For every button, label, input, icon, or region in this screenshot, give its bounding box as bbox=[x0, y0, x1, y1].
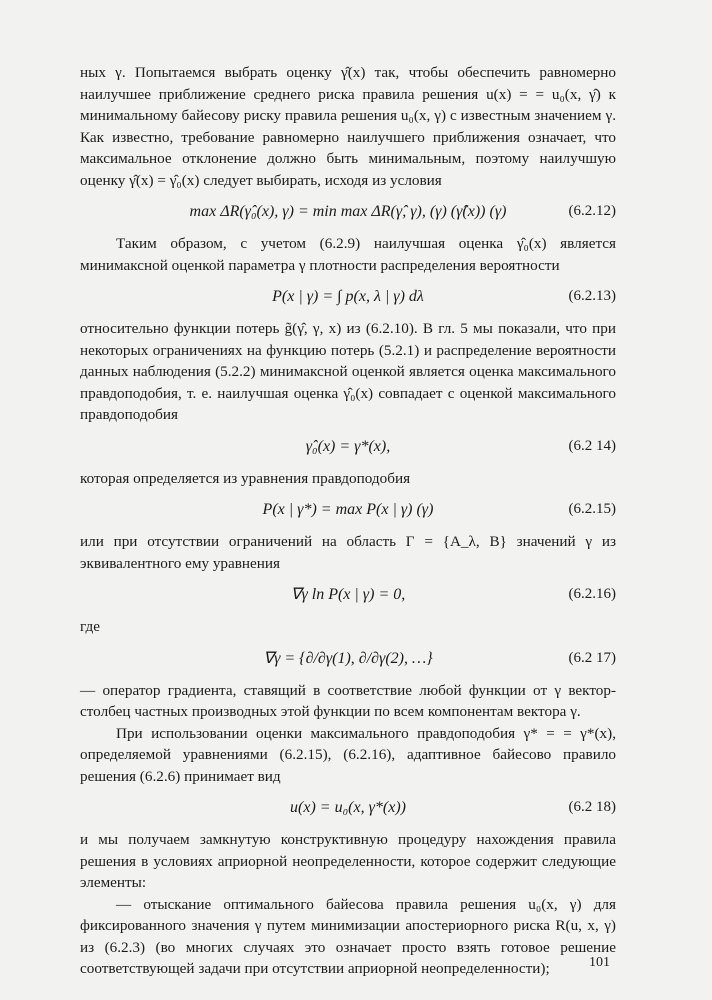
equation-formula: P(x | γ) = ∫ p(x, λ | γ) dλ bbox=[272, 288, 424, 305]
equation-formula: max ΔR(γ̂₀(x), γ) = min max ΔR(γ̂, γ), (γ) (γ̂(x)) (γ) bbox=[189, 203, 507, 220]
paragraph-6: где bbox=[80, 618, 100, 635]
equation-formula: P(x | γ*) = max P(x | γ) (γ) bbox=[262, 501, 434, 518]
equation-6-2-13 bbox=[80, 278, 616, 316]
paragraph-9: и мы получаем замкнутую конструктивную процедуру нахождения правила решения в условиях априорной неопределенности, которое содержит следующие элементы: bbox=[80, 831, 616, 891]
equation-6-2-16 bbox=[80, 576, 616, 614]
paragraph-1: ных γ. Попытаемся выбрать оценку γ̂(x) так, чтобы обеспечить равномерно наилучшее приближение среднего риска правила решения u(x) = = u₀(x, γ̂) к минимальному байесову риску правила решения u₀(x, γ) с известным значением γ. Как известно, требование равномерно наилучшего приближения означает, что максимальное отклонение должно быть минимальным, поэтому наилучшую оценку γ̂(x) = γ̂₀(x) следует выбирать, исходя из условия bbox=[80, 64, 616, 189]
equation-formula: γ̂₀(x) = γ*(x), bbox=[305, 437, 391, 455]
equation-number: (6.2.12) bbox=[568, 203, 616, 219]
equation-formula: ∇γ = {∂/∂γ(1), ∂/∂γ(2), …} bbox=[263, 649, 433, 667]
equation-6-2-18 bbox=[80, 789, 616, 827]
equation-formula: u(x) = u₀(x, γ*(x)) bbox=[290, 799, 406, 816]
equation-number: (6.2.13) bbox=[568, 288, 616, 304]
equation-formula: ∇γ ln P(x | γ) = 0, bbox=[290, 586, 406, 603]
equation-6-2-14 bbox=[80, 428, 616, 466]
paragraph-3: относительно функции потерь g̃(γ̂, γ, x) из (6.2.10). В гл. 5 мы показали, что при некоторых ограничениях на функцию потерь (5.2.1) и распределение вероятности данных наблюдения (5.2.2) минимаксной оценкой является оценка максимального правдоподобия, т. е. наилучшая оценка γ̂₀(x) совпадает с оценкой максимального правдоподобия bbox=[80, 320, 616, 423]
equation-number: (6.2 17) bbox=[568, 649, 616, 666]
page-body bbox=[80, 62, 616, 980]
equation-number: (6.2 18) bbox=[568, 799, 616, 815]
equation-number: (6.2.15) bbox=[568, 501, 616, 517]
equation-6-2-15 bbox=[80, 491, 616, 529]
paragraph-2: Таким образом, с учетом (6.2.9) наилучшая оценка γ̂₀(x) является минимаксной оценкой параметра γ плотности распределения вероятности bbox=[80, 235, 616, 274]
equation-number: (6.2 14) bbox=[568, 437, 616, 454]
paragraph-10: — отыскание оптимального байесова правила решения u₀(x, γ) для фиксированного значения γ путем минимизации апостериорного риска R(u, x, γ) из (6.2.3) (во многих случаях это означает просто взять готовое решение соответствующей задачи при отсутствии априорной неопределенности); bbox=[80, 895, 616, 977]
paragraph-4: которая определяется из уравнения правдоподобия bbox=[80, 469, 411, 487]
paragraph-8: При использовании оценки максимального правдоподобия γ* = = γ*(x), определяемой уравнениями (6.2.15), (6.2.16), адаптивное байесово правило решения (6.2.6) принимает вид bbox=[80, 724, 616, 785]
paragraph-7: — оператор градиента, ставящий в соответствие любой функции от γ вектор-столбец частных производных этой функции по всем компонентам вектора γ. bbox=[80, 681, 616, 720]
equation-6-2-12 bbox=[80, 193, 616, 231]
equation-number: (6.2.16) bbox=[568, 586, 616, 602]
equation-6-2-17 bbox=[80, 640, 616, 678]
paragraph-5: или при отсутствии ограничений на область Γ = {A_λ, B} значений γ из эквивалентного ему уравнения bbox=[80, 533, 616, 572]
page-number: 101 bbox=[589, 955, 610, 970]
